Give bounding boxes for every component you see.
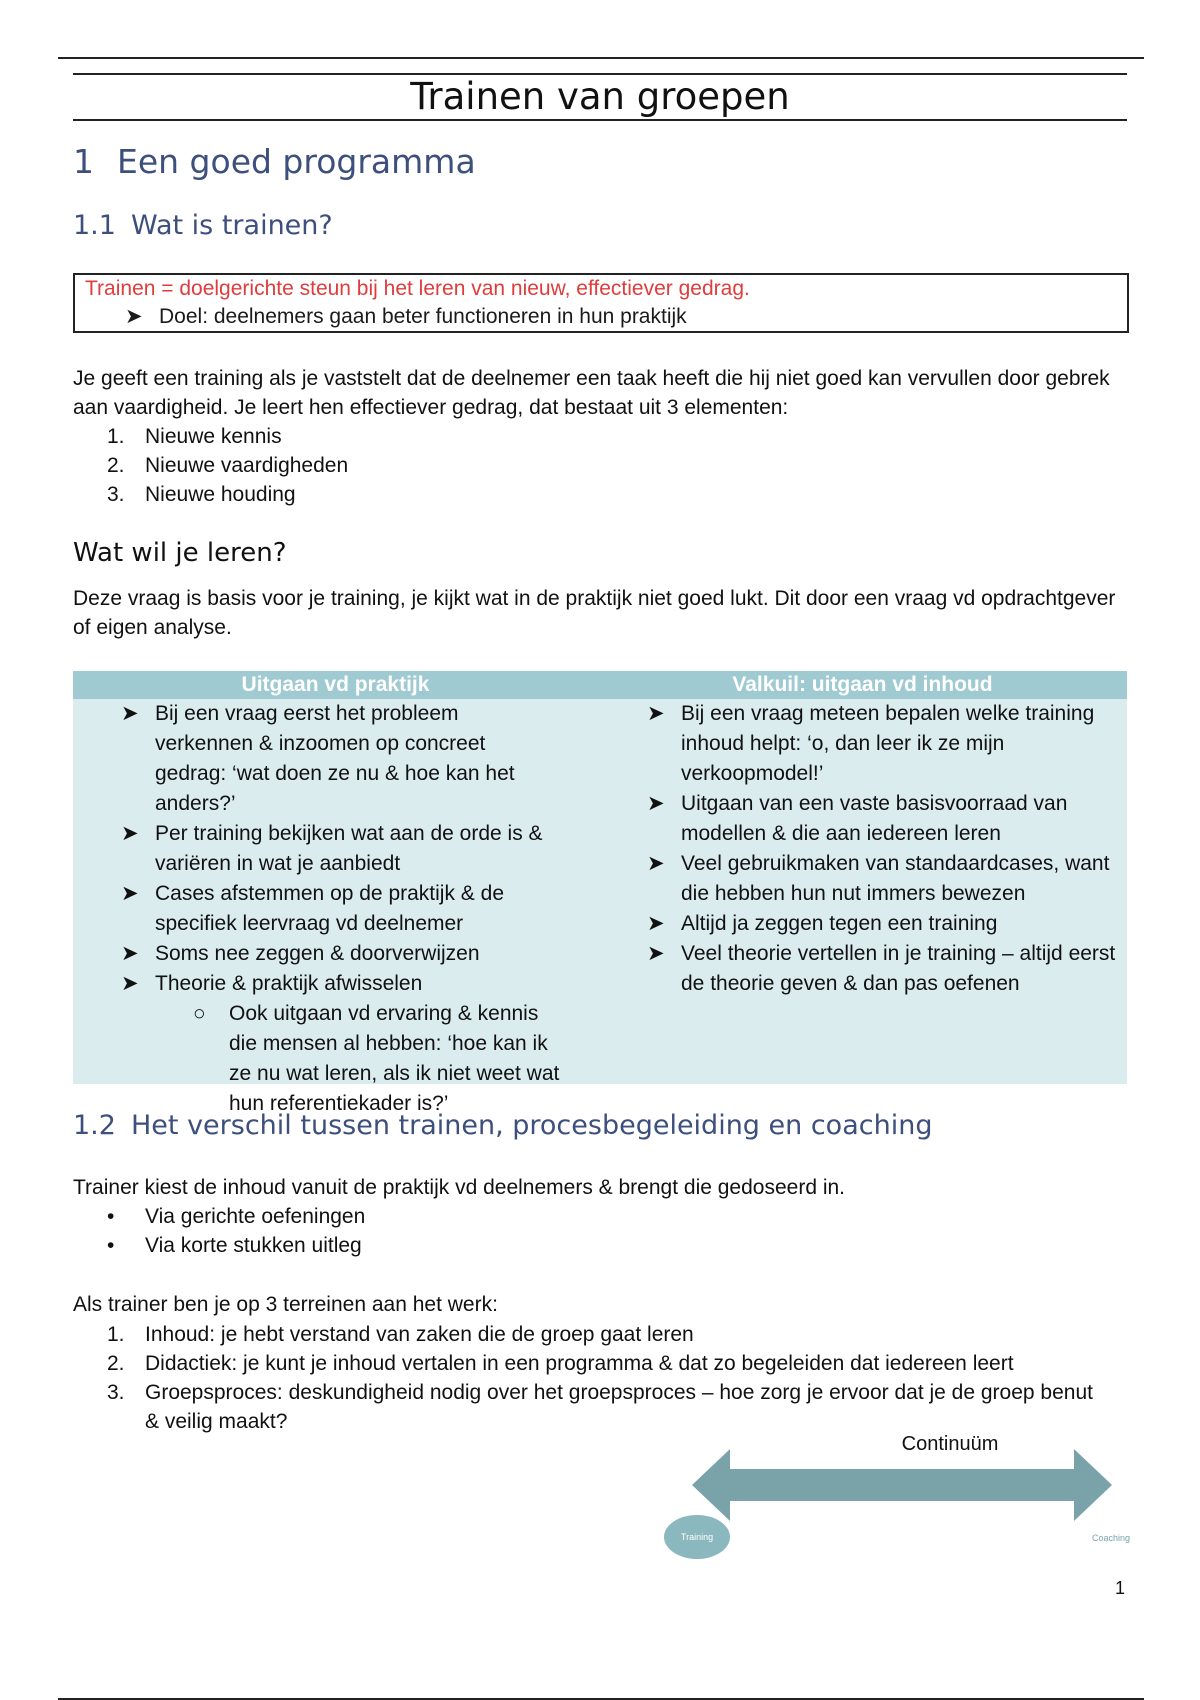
arrow-bullet-icon: ➤ [121,942,139,965]
arrow-bullet-icon: ➤ [121,972,139,995]
section-number: 1.2 [73,1110,116,1141]
method-bullets [107,1202,365,1260]
right-column-header: Valkuil: uitgaan vd inhoud [732,673,993,696]
list-item: 3. Nieuwe houding [107,483,296,506]
elements-list [107,422,348,509]
learn-paragraph: Deze vraag is basis voor je training, je kijkt wat in de praktijk niet goed lukt. Dit door een vraag vd opdrachtgever of eigen analyse. [73,587,1116,639]
list-item: 2. Nieuwe vaardigheden [107,454,349,477]
list-item: ➤ Bij een vraag meteen bepalen welke training inhoud helpt: ‘o, dan leer ik ze mijn verkoopmodel!’ [647,699,1119,789]
trainer-paragraph: Trainer kiest de inhoud vanuit de praktijk vd deelnemers & brengt die gedoseerd in. [73,1176,846,1199]
training-paragraph: Je geeft een training als je vaststelt dat de deelnemer een taak heeft die hij niet goed kan vervullen door gebrek aan vaardigheid. Je leert hen effectiever gedrag, dat bestaat uit 3 elementen: [73,367,1110,419]
section-title: Een goed programma [117,142,476,181]
list-item: • Via korte stukken uitleg [107,1231,365,1260]
right-column [647,699,1119,999]
section-1-1-heading [73,210,333,241]
arrow-bullet-icon: ➤ [121,882,139,905]
list-item: ➤ Cases afstemmen op de praktijk & de specifiek leervraag vd deelnemer [121,879,561,939]
continuum-label: Continuüm [901,1433,999,1455]
dot-bullet-icon: • [107,1205,115,1228]
arrow-bullet-icon: ➤ [647,702,665,725]
arrow-bullet-icon: ➤ [125,305,143,328]
goal-text: Doel: deelnemers gaan beter functioneren in hun praktijk [159,305,687,328]
goal-line [75,303,1127,331]
section-1-2-heading [73,1110,932,1141]
section-number: 1 [73,142,94,181]
list-item: ➤ Bij een vraag eerst het probleem verkennen & inzoomen op concreet gedrag: ‘wat doen ze nu & hoe kan het anders?’ [121,699,561,819]
section-1-heading [73,142,476,181]
top-rule [58,57,1144,59]
arrow-bullet-icon: ➤ [121,702,139,725]
page-title: Trainen van groepen [73,73,1127,121]
list-item: 3. Groepsproces: deskundigheid nodig over het groepsproces – hoe zorg je ervoor dat je de groep benut & veilig maakt? [107,1381,1093,1433]
continuum-diagram [650,1425,1130,1555]
list-item: ➤ Uitgaan van een vaste basisvoorraad van modellen & die aan iedereen leren [647,789,1119,849]
terrains-list [107,1320,1107,1436]
left-column-header: Uitgaan vd praktijk [241,673,430,696]
arrow-bullet-icon: ➤ [121,822,139,845]
list-item: ➤ Soms nee zeggen & doorverwijzen [121,939,561,969]
double-arrow-icon [692,1449,1112,1521]
section-title: Wat is trainen? [131,210,333,241]
learn-heading: Wat wil je leren? [73,538,287,568]
arrow-bullet-icon: ➤ [647,912,665,935]
list-item: • Via gerichte oefeningen [107,1202,365,1231]
list-item: ➤ Veel gebruikmaken van standaardcases, want die hebben hun nut immers bewezen [647,849,1119,909]
list-item: 2. Didactiek: je kunt je inhoud vertalen in een programma & dat zo begeleiden dat iedereen leert [107,1352,1014,1375]
arrow-bullet-icon: ➤ [647,792,665,815]
dot-bullet-icon: • [107,1234,115,1257]
coaching-label: Coaching [1091,1533,1130,1543]
arrow-bullet-icon: ➤ [647,942,665,965]
section-title: Het verschil tussen trainen, procesbegeleiding en coaching [131,1110,933,1141]
comparison-table [73,671,1127,1115]
list-item: ➤ Altijd ja zeggen tegen een training [647,909,1119,939]
left-column [121,699,561,1119]
list-item: ➤ Per training bekijken wat aan de orde is & variëren in wat je aanbiedt [121,819,561,879]
page-number: 1 [1114,1578,1125,1598]
list-item: 1. Inhoud: je hebt verstand van zaken die de groep gaat leren [107,1323,694,1346]
definition-box [73,273,1129,333]
list-item: 1. Nieuwe kennis [107,425,282,448]
list-item: ➤ Veel theorie vertellen in je training – altijd eerst de theorie geven & dan pas oefenen [647,939,1119,999]
table-header [73,671,1127,699]
definition-text: Trainen = doelgerichte steun bij het leren van nieuw, effectiever gedrag. [85,277,750,300]
terrains-paragraph: Als trainer ben je op 3 terreinen aan het werk: [73,1293,498,1316]
circle-bullet-icon: ○ [193,1002,206,1025]
section-number: 1.1 [73,210,116,241]
training-oval: Training [664,1515,730,1559]
arrow-bullet-icon: ➤ [647,852,665,875]
list-item: ➤ Theorie & praktijk afwisselen [121,969,561,999]
list-subitem: ○ Ook uitgaan vd ervaring & kennis die mensen al hebben: ‘hoe kan ik ze nu wat leren, als ik niet weet wat hun referentiekader is?’ [121,999,561,1119]
